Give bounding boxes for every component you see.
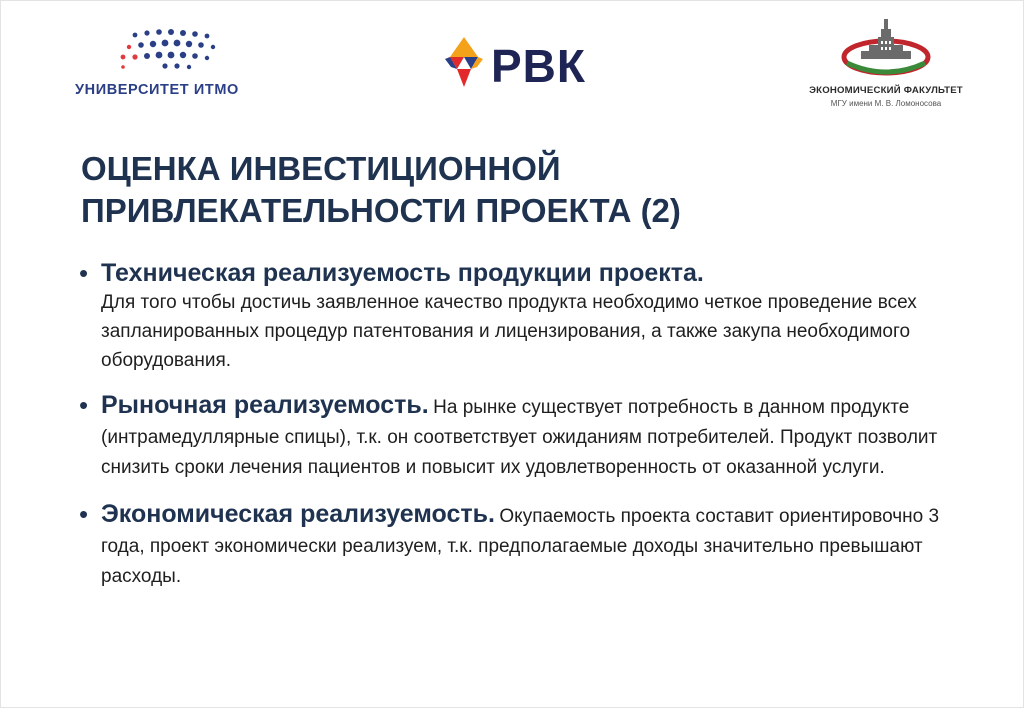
- slide-title-line-1: ОЦЕНКА ИНВЕСТИЦИОННОЙ: [81, 150, 561, 187]
- bullet-text: Для того чтобы достичь заявленное качество продукта необходимо четкое проведение всех запланированных процедур патентования и лицензирования, а также закупа необходимого оборудования.: [101, 292, 917, 371]
- rvk-logo: [441, 35, 601, 95]
- bullet-marker: •: [79, 390, 89, 420]
- econ-faculty-subtitle: МГУ имени М. В. Ломоносова: [830, 99, 942, 108]
- bullet-item-market: [79, 390, 969, 483]
- rvk-logo-text: РВК: [491, 40, 586, 92]
- bullet-item-economic: [79, 499, 969, 592]
- bullet-heading: Экономическая реализуемость.: [101, 500, 495, 528]
- bullet-heading: Техническая реализуемость продукции проекта.: [101, 259, 704, 287]
- bullet-item-technical: [79, 258, 969, 375]
- bullet-heading: Рыночная реализуемость.: [101, 391, 429, 419]
- rvk-triangle-icon: [441, 35, 487, 91]
- itmo-logo-text: УНИВЕРСИТЕТ ИТМО: [75, 82, 239, 98]
- bullet-text: Окупаемость проекта составит ориентировочно 3 года, проект экономически реализуем, т.к. предполагаемые доходы значительно превышают расходы.: [101, 506, 940, 587]
- bullet-text: На рынке существует потребность в данном продукте (интрамедуллярные спицы), т.к. он соответствует ожиданиям потребителей. Продукт позволит снизить сроки лечения пациентов и повысит их удовлетворенность от оказанной услуги.: [101, 397, 938, 478]
- econ-faculty-title: ЭКОНОМИЧЕСКИЙ ФАКУЛЬТЕТ: [809, 85, 963, 96]
- bullet-list: [79, 258, 969, 592]
- bullet-marker: •: [79, 499, 89, 529]
- slide-title-line-2: ПРИВЛЕКАТЕЛЬНОСТИ ПРОЕКТА (2): [81, 192, 681, 229]
- econ-faculty-logo: [793, 19, 979, 115]
- bullet-marker: •: [79, 258, 89, 288]
- slide-title: [81, 148, 941, 232]
- itmo-logo: [75, 27, 265, 107]
- itmo-dots-icon: [115, 27, 225, 73]
- msu-building-icon: [839, 19, 933, 83]
